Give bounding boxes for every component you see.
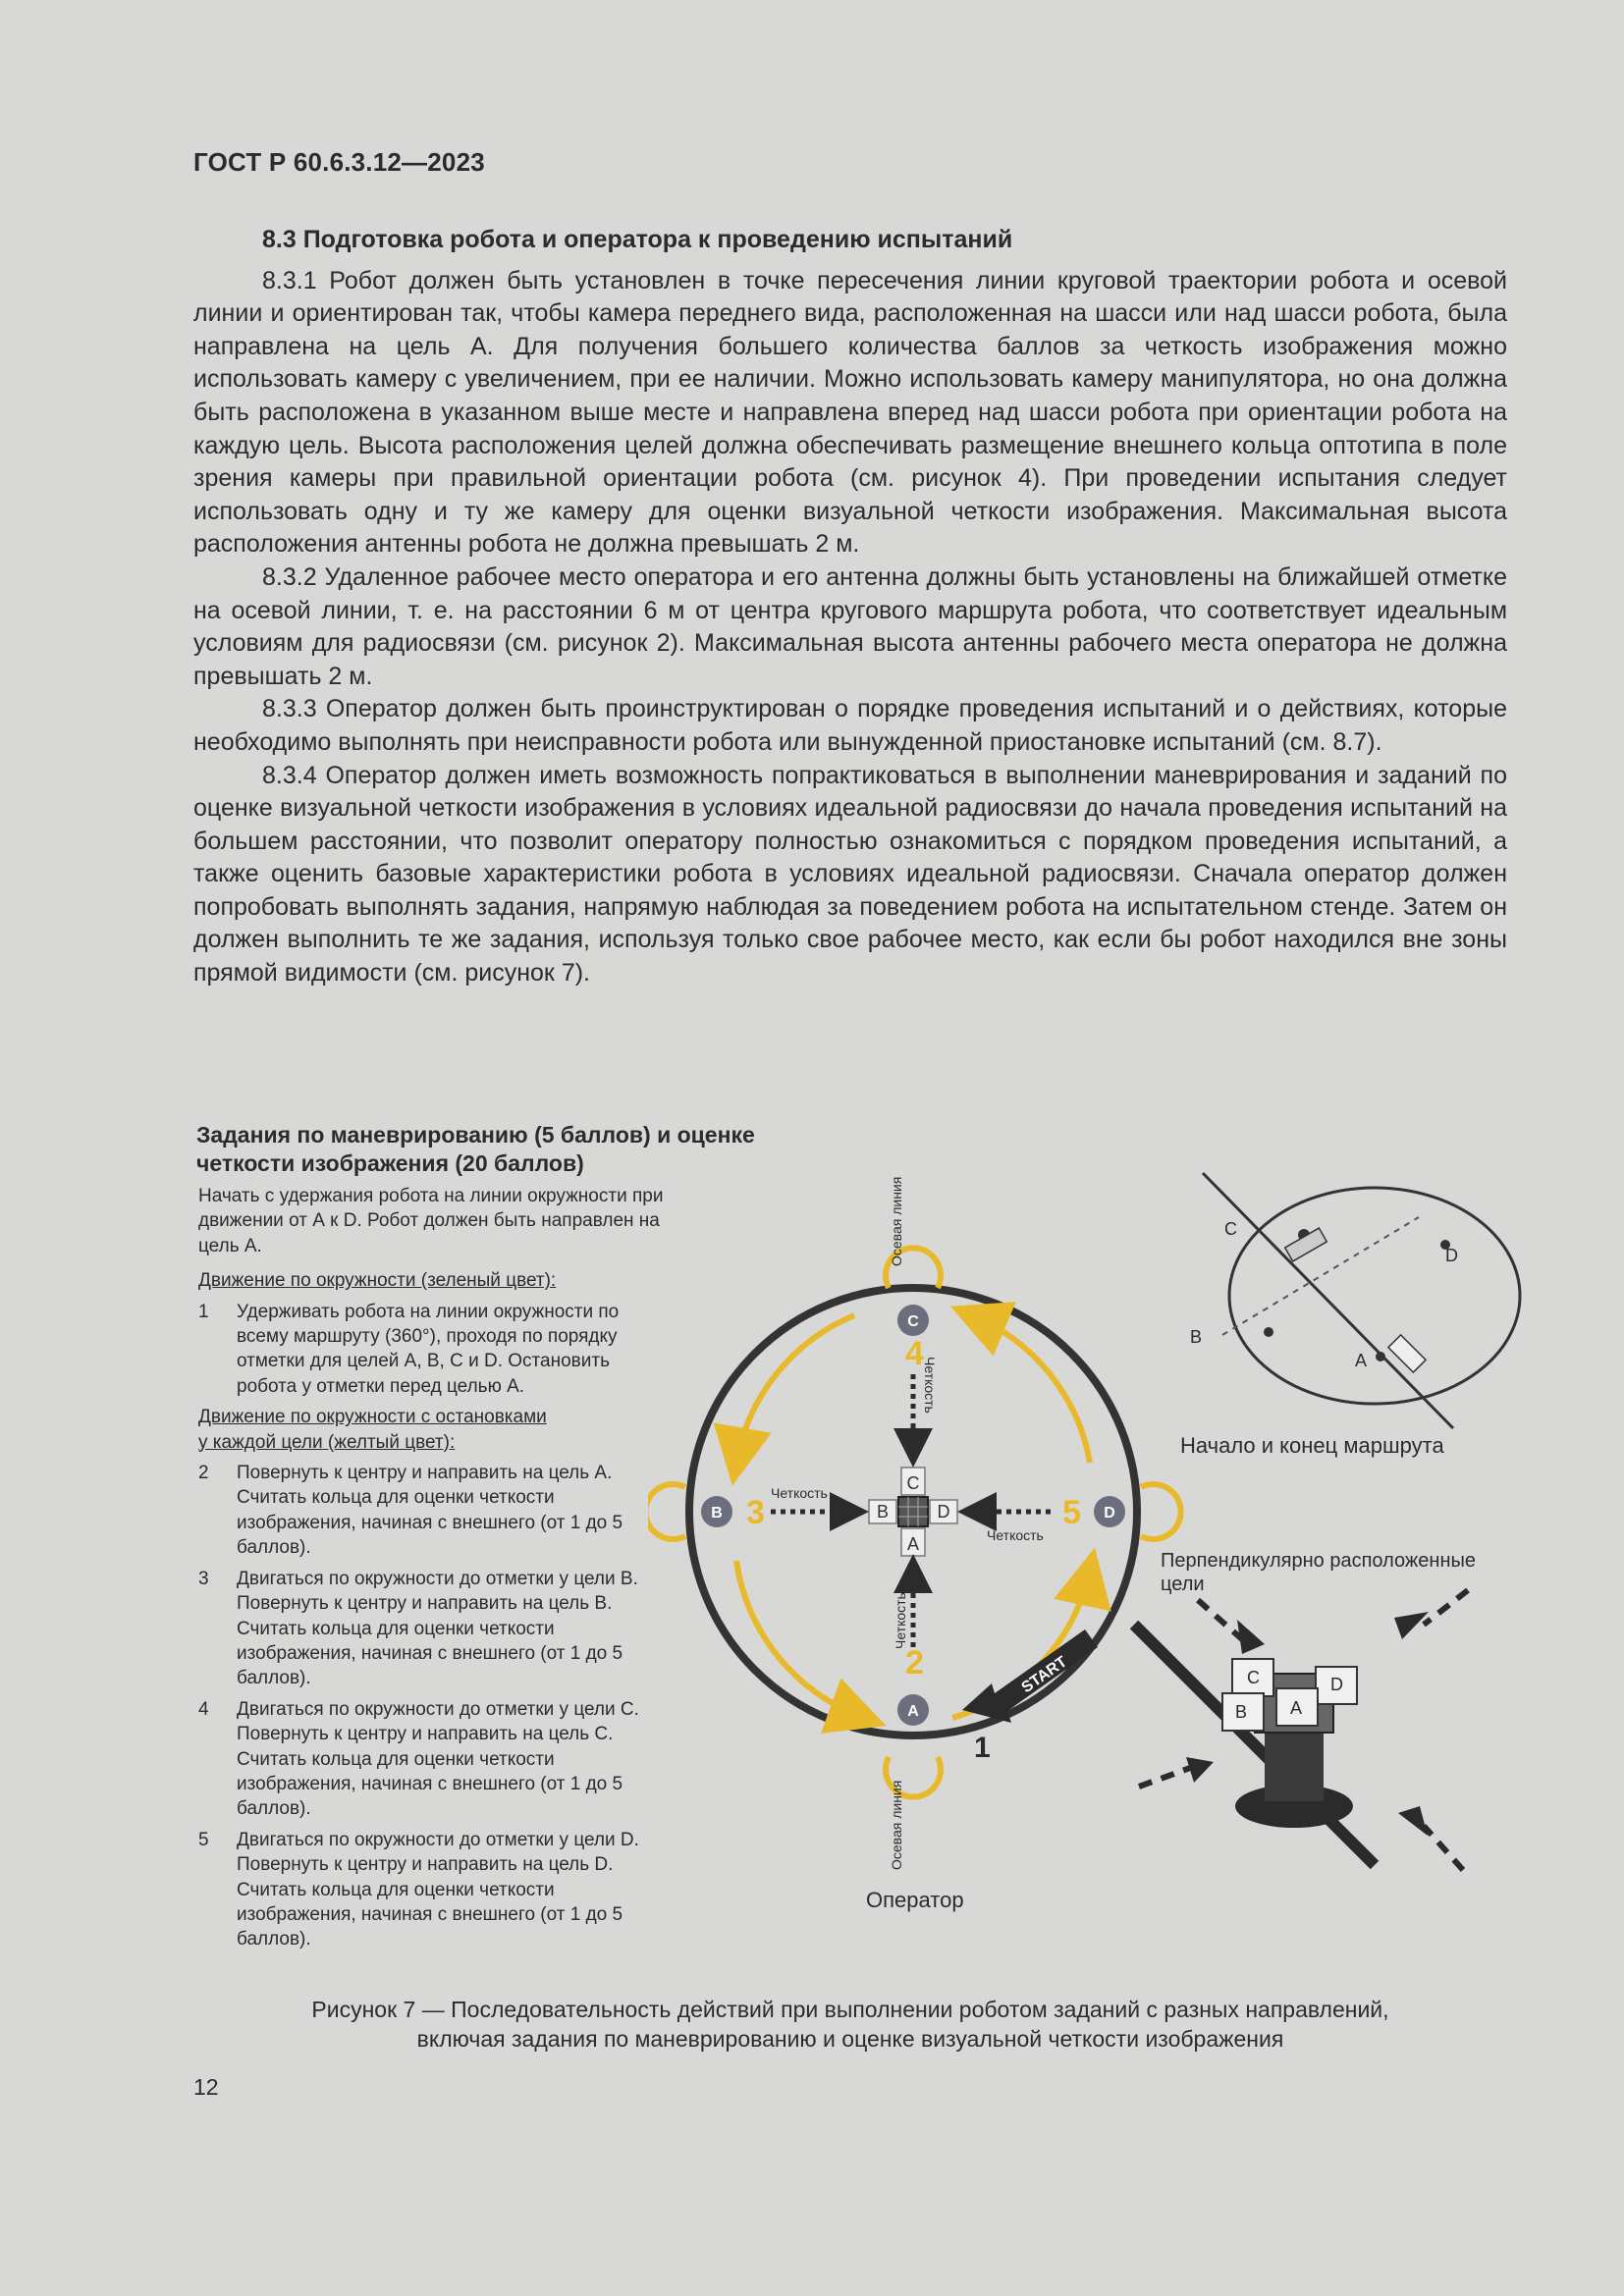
inset-target-label: D	[1445, 1246, 1458, 1265]
target-label: A	[907, 1703, 919, 1720]
caption-line: включая задания по маневрированию и оценке визуальной четкости изображения	[416, 2026, 1284, 2052]
target-c-icon	[897, 1305, 929, 1336]
target-a-icon	[897, 1694, 929, 1726]
inset-target-label: A	[1355, 1351, 1368, 1370]
start-label: START	[1018, 1653, 1071, 1697]
face-label: B	[876, 1502, 890, 1522]
clarity-label: Четкость	[771, 1485, 828, 1501]
center-robot-icon	[869, 1468, 957, 1556]
yellow-movement-header	[198, 1405, 668, 1455]
step-item	[198, 1697, 668, 1822]
figure-title-line: Задания по маневрированию (5 баллов) и оценке	[196, 1122, 755, 1148]
face-label: D	[937, 1502, 950, 1522]
axis-label-top: Осевая линия	[889, 1176, 904, 1266]
face-label: C	[906, 1473, 920, 1493]
start-number: 1	[974, 1732, 991, 1764]
step-item	[198, 1300, 668, 1400]
perp-label-line: Перпендикулярно расположенные	[1161, 1550, 1476, 1572]
perp-target-label: D	[1330, 1675, 1343, 1694]
clarity-label: Четкость	[987, 1527, 1044, 1543]
green-movement-header: Движение по окружности (зеленый цвет):	[198, 1270, 557, 1292]
perpendicular-inset	[1134, 1590, 1468, 1870]
operator-label: Оператор	[866, 1888, 964, 1912]
yellow-header-line: у каждой цели (желтый цвет):	[198, 1431, 456, 1453]
target-label: B	[711, 1505, 723, 1522]
step-text: Двигаться по окружности до отметки у цели В. Повернуть к центру и направить на цель В. Считать кольца для оценки четкости изображения, начиная с внешнего (от 1 до 5 баллов).	[237, 1568, 638, 1689]
step-number: 5	[198, 1829, 209, 1850]
step-text: Удерживать робота на линии окружности по всему маршруту (360°), проходя по порядку отметки для целей А, В, С и D. Остановить робота у отметки перед целью А.	[237, 1301, 620, 1397]
document-header: ГОСТ Р 60.6.3.12—2023	[193, 147, 485, 177]
page-number: 12	[193, 2074, 219, 2100]
perp-label-line: цели	[1161, 1574, 1205, 1595]
paragraph-8-3-4: 8.3.4 Оператор должен иметь возможность попрактиковаться в выполнении маневрирования и заданий по оценке визуальной четкости изображения в условиях идеальной радиосвязи до начала проведения испытаний на большем расстоянии, что позволит оператору полностью ознакомиться с порядком проведения испытаний, а также оценить базовые характеристики робота в условиях идеальной радиосвязи. Сначала оператор должен попробовать выполнять задания, напрямую наблюдая за поведением робота на испытательном стенде. Затем он должен выполнить те же задания, используя только свое рабочее место, как если бы робот находился вне зоны прямой видимости (см. рисунок 7).	[193, 761, 1507, 988]
paragraph-8-3-2: 8.3.2 Удаленное рабочее место оператора и его антенна должны быть установлены на ближайшей отметке на осевой линии, т. е. на расстоянии 6 м от центра кругового маршрута робота, что соответствует идеальным условиям для радиосвязи (см. рисунок 2). Максимальная высота антенны рабочего места оператора не должна превышать 2 м.	[193, 562, 1507, 690]
step-number: 2	[198, 1463, 209, 1484]
figure-instructions	[198, 1184, 668, 1958]
paragraph-8-3-3: 8.3.3 Оператор должен быть проинструктирован о порядке проведения испытаний и о действиях, которые необходимо выполнять при неисправности робота или вынужденной приостановке испытаний (см. 8.7).	[193, 695, 1507, 756]
stop-number: 3	[746, 1494, 765, 1531]
clarity-label: Четкость	[893, 1592, 908, 1649]
figure-intro: Начать с удержания робота на линии окружности при движении от А к D. Робот должен быть направлен на цель А.	[198, 1186, 664, 1256]
face-label: A	[906, 1534, 920, 1554]
route-diagram	[648, 1129, 1532, 1934]
step-text: Двигаться по окружности до отметки у цели С. Повернуть к центру и направить на цель С. Считать кольца для оценки четкости изображения, начиная с внешнего (от 1 до 5 баллов).	[237, 1698, 639, 1820]
step-item	[198, 1567, 668, 1691]
route-inset	[1190, 1173, 1520, 1428]
target-label: D	[1104, 1505, 1115, 1522]
step-item	[198, 1461, 668, 1561]
step-text: Двигаться по окружности до отметки у цели D. Повернуть к центру и направить на цель D. Считать кольца для оценки четкости изображения, начиная с внешнего (от 1 до 5 баллов).	[237, 1829, 639, 1950]
stop-number: 2	[905, 1644, 924, 1682]
inset-target-label: C	[1224, 1219, 1237, 1239]
figure-title-line: четкости изображения (20 баллов)	[196, 1150, 584, 1176]
perp-target-label: A	[1290, 1698, 1303, 1718]
caption-line: Рисунок 7 — Последовательность действий при выполнении роботом заданий с разных направлений,	[311, 1997, 1389, 2022]
target-label: C	[907, 1313, 919, 1330]
section-body	[193, 224, 1507, 990]
target-d-icon	[1094, 1496, 1125, 1527]
step-number: 4	[198, 1698, 209, 1720]
clarity-label: Четкость	[922, 1357, 938, 1414]
target-b-icon	[701, 1496, 732, 1527]
step-item	[198, 1828, 668, 1952]
paragraph-8-3-1: 8.3.1 Робот должен быть установлен в точке пересечения линии круговой траектории робота и осевой линии и ориентирован так, чтобы камера переднего вида, расположенная на шасси или над шасси робота, была направлена на цель А. Для получения большего количества баллов за четкость изображения можно использовать камеру с увеличением, при ее наличии. Можно использовать камеру манипулятора, но она должна быть расположена в указанном выше месте и направлена вперед над шасси робота при ориентации робота на каждую цель. Высота расположения целей должна обеспечивать размещение внешнего кольца оптотипа в поле зрения камеры при правильной ориентации робота (см. рисунок 4). При проведении испытания следует использовать одну и ту же камеру для оценки визуальной четкости изображения. Максимальная высота расположения антенны робота не должна превышать 2 м.	[193, 266, 1507, 559]
step-text: Повернуть к центру и направить на цель А. Считать кольца для оценки четкости изображения, начиная с внешнего (от 1 до 5 баллов).	[237, 1463, 623, 1559]
inset-target-label: B	[1190, 1327, 1203, 1347]
perp-target-label: B	[1235, 1702, 1248, 1722]
step-number: 3	[198, 1568, 209, 1589]
stop-number: 4	[905, 1335, 924, 1372]
stop-number: 5	[1062, 1494, 1081, 1531]
perp-target-label: C	[1247, 1668, 1260, 1687]
start-arrow-icon	[962, 1629, 1098, 1723]
step-number: 1	[198, 1301, 209, 1322]
yellow-header-line: Движение по окружности с остановками	[198, 1407, 547, 1428]
route-start-end-label: Начало и конец маршрута	[1180, 1433, 1444, 1458]
axis-label-bottom: Осевая линия	[889, 1780, 904, 1870]
figure-caption	[193, 1995, 1507, 2054]
section-title: 8.3 Подготовка робота и оператора к проведению испытаний	[262, 226, 1013, 253]
